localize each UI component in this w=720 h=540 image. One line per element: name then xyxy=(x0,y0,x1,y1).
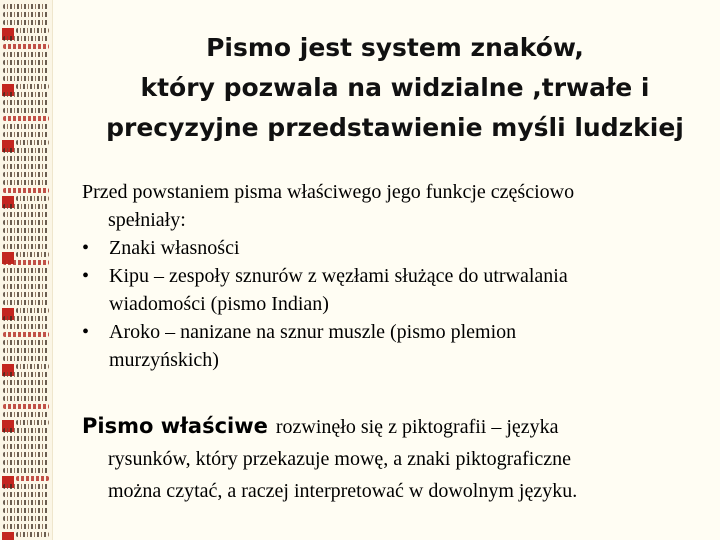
manuscript-line xyxy=(3,44,49,49)
title-line-1: Pismo jest system znaków, xyxy=(206,33,584,62)
manuscript-line xyxy=(16,84,49,89)
list-item-text: Aroko – nanizane na sznur muszle (pismo plemion xyxy=(109,321,517,343)
manuscript-line xyxy=(3,516,49,521)
manuscript-line xyxy=(3,180,49,185)
manuscript-line xyxy=(3,116,49,121)
manuscript-line xyxy=(3,332,49,337)
title-line-3: precyzyjne przedstawienie myśli ludzkiej xyxy=(106,113,684,142)
manuscript-line xyxy=(3,484,49,489)
manuscript-line xyxy=(3,292,49,297)
manuscript-line xyxy=(3,524,49,529)
manuscript-line xyxy=(3,188,49,193)
bullet-icon: • xyxy=(82,321,90,343)
manuscript-line xyxy=(3,468,49,473)
illuminated-initial-icon xyxy=(2,532,14,540)
paragraph-line-3: można czytać, a raczej interpretować w dowolnym języku. xyxy=(108,480,578,502)
manuscript-line xyxy=(3,316,49,321)
manuscript-line xyxy=(3,156,49,161)
manuscript-line xyxy=(3,4,49,9)
manuscript-line xyxy=(3,460,49,465)
manuscript-line xyxy=(3,244,49,249)
manuscript-line xyxy=(16,252,49,257)
manuscript-line xyxy=(3,124,49,129)
manuscript-line xyxy=(3,340,49,345)
paragraph-line-2: rysunków, który przekazuje mowę, a znaki piktograficzne xyxy=(108,448,571,470)
manuscript-line xyxy=(3,220,49,225)
manuscript-line xyxy=(3,212,49,217)
manuscript-line xyxy=(3,444,49,449)
list-item-text: Znaki własności xyxy=(109,237,240,259)
manuscript-line xyxy=(3,492,49,497)
manuscript-line xyxy=(16,28,49,33)
manuscript-line xyxy=(3,380,49,385)
manuscript-line xyxy=(3,396,49,401)
manuscript-line xyxy=(3,76,49,81)
bullet-list xyxy=(82,234,702,374)
list-item-text-cont: murzyńskich) xyxy=(109,349,219,371)
manuscript-line xyxy=(3,260,49,265)
list-item-text-cont: wiadomości (pismo Indian) xyxy=(109,293,329,315)
manuscript-line xyxy=(3,172,49,177)
manuscript-line xyxy=(3,284,49,289)
manuscript-line xyxy=(3,164,49,169)
manuscript-line xyxy=(16,308,49,313)
manuscript-line xyxy=(3,204,49,209)
manuscript-line xyxy=(3,388,49,393)
manuscript-line xyxy=(3,348,49,353)
slide-title xyxy=(90,28,700,148)
list-item xyxy=(82,318,702,374)
manuscript-line xyxy=(16,532,49,537)
manuscript-line xyxy=(3,404,49,409)
manuscript-line xyxy=(3,52,49,57)
manuscript-line xyxy=(3,68,49,73)
title-line-2: który pozwala na widzialne ,trwałe i xyxy=(140,73,650,102)
manuscript-line xyxy=(3,236,49,241)
manuscript-line xyxy=(16,196,49,201)
manuscript-line xyxy=(3,92,49,97)
paragraph-lead: Pismo właściwe xyxy=(82,414,268,438)
manuscript-line xyxy=(3,452,49,457)
intro-line-1: Przed powstaniem pisma właściwego jego funkcje częściowo xyxy=(82,181,575,203)
manuscript-line xyxy=(3,428,49,433)
manuscript-line xyxy=(3,356,49,361)
list-item xyxy=(82,234,702,262)
manuscript-line xyxy=(3,268,49,273)
manuscript-line xyxy=(3,20,49,25)
manuscript-line xyxy=(16,140,49,145)
manuscript-strip-decoration xyxy=(0,0,53,540)
list-item xyxy=(82,262,702,318)
manuscript-line xyxy=(3,36,49,41)
bullet-icon: • xyxy=(82,237,90,259)
manuscript-line xyxy=(3,300,49,305)
manuscript-line xyxy=(3,508,49,513)
paragraph-line-1: rozwinęło się z piktografii – języka xyxy=(275,416,559,438)
manuscript-line xyxy=(3,500,49,505)
pictography-paragraph xyxy=(82,410,702,507)
manuscript-line xyxy=(16,420,49,425)
manuscript-line xyxy=(3,132,49,137)
intro-line-2: spełniały: xyxy=(108,209,186,231)
intro-paragraph xyxy=(82,178,702,234)
manuscript-line xyxy=(3,60,49,65)
bullet-icon: • xyxy=(82,265,90,287)
manuscript-line xyxy=(3,100,49,105)
manuscript-line xyxy=(3,436,49,441)
manuscript-line xyxy=(3,412,49,417)
manuscript-line xyxy=(3,108,49,113)
manuscript-line xyxy=(3,12,49,17)
manuscript-line xyxy=(3,276,49,281)
manuscript-line xyxy=(16,476,49,481)
manuscript-line xyxy=(16,364,49,369)
manuscript-line xyxy=(3,324,49,329)
list-item-text: Kipu – zespoły sznurów z węzłami służące do utrwalania xyxy=(109,265,568,287)
manuscript-line xyxy=(3,148,49,153)
manuscript-line xyxy=(3,228,49,233)
manuscript-line xyxy=(3,372,49,377)
